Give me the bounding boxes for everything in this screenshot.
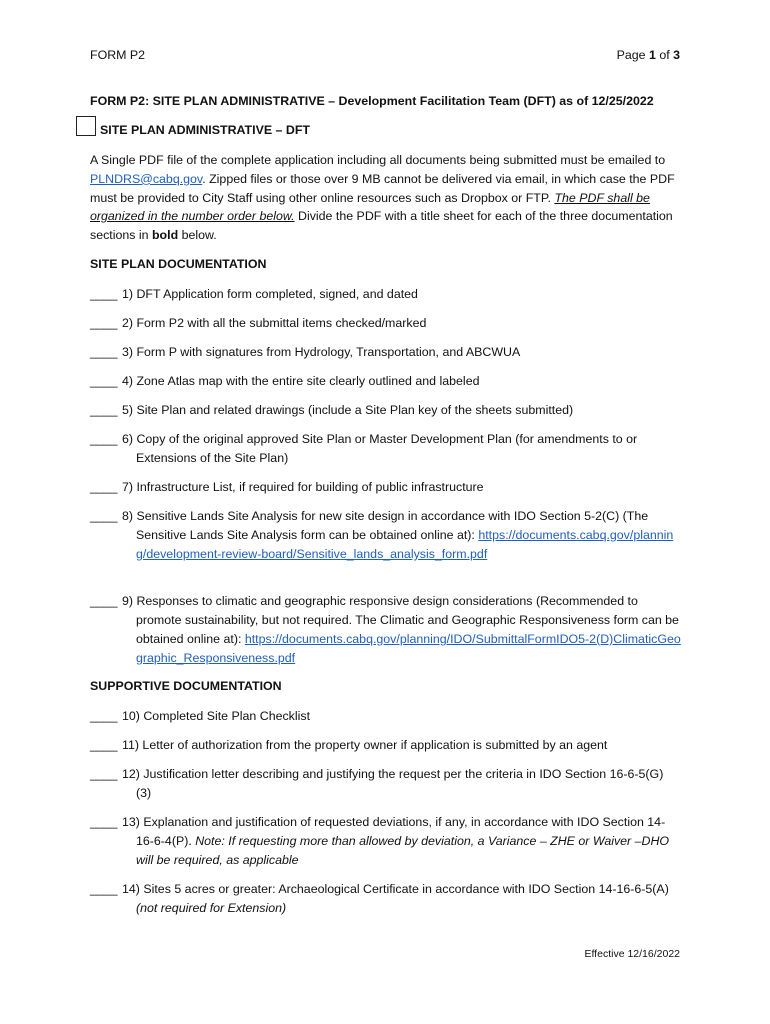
checklist-item-14: ____ 14) Sites 5 acres or greater: Archaeological Certificate in accordance with IDO Section 14-16-6-5(A) (not required for Extension) [90,882,669,915]
page-header [90,48,680,66]
checklist-item-8: ____ 8) Sensitive Lands Site Analysis for new site design in accordance with IDO Section 5-2(C) (The Sensitive Lands Site Analysis form can be obtained online at): https://documents.cabq.gov/planning/development-review-board/Sensitive_lands_analysis_form.pdf [90,509,674,561]
checklist-item-4: ____ 4) Zone Atlas map with the entire site clearly outlined and labeled [90,374,480,388]
climatic-responsiveness-link[interactable]: https://documents.cabq.gov/planning/IDO/SubmittalFormIDO5-2(D)ClimaticGeographic_Responsiveness.pdf [136,632,681,665]
checklist-item-3: ____ 3) Form P with signatures from Hydrology, Transportation, and ABCWUA [90,345,521,359]
checklist-item-1: ____ 1) DFT Application form completed, signed, and dated [90,285,690,304]
checklist-item-12: ____ 12) Justification letter describing and justifying the request per the criteria in IDO Section 16-6-5(G)(3) [90,767,664,800]
site-plan-dft-checkbox[interactable] [76,116,96,136]
sensitive-lands-link[interactable]: https://documents.cabq.gov/planning/development-review-board/Sensitive_lands_analysis_form.pdf [136,528,674,561]
checklist-item-11: ____ 11) Letter of authorization from the property owner if application is submitted by an agent [90,738,608,752]
checklist-item-13: ____ 13) Explanation and justification of requested deviations, if any, in accordance with IDO Section 14-16-6-4(P). Note: If requesting more than allowed by deviation, a Variance – ZHE or Waiver –DHO will be required, as applicable [90,815,670,867]
section-heading-supportive: SUPPORTIVE DOCUMENTATION [90,679,282,693]
checklist-item-5: ____ 5) Site Plan and related drawings (include a Site Plan key of the sheets submitted) [90,403,574,417]
checklist-item-10: ____ 10) Completed Site Plan Checklist [90,709,311,723]
section-heading-site-plan: SITE PLAN DOCUMENTATION [90,257,267,271]
page-title: FORM P2: SITE PLAN ADMINISTRATIVE – Development Facilitation Team (DFT) as of 12/25/2022 [90,94,654,108]
checklist-item-6: ____ 6) Copy of the original approved Site Plan or Master Development Plan (for amendments to or Extensions of the Site Plan) [90,432,638,465]
email-link[interactable]: PLNDRS@cabq.gov [90,171,203,186]
intro-paragraph: A Single PDF file of the complete application including all documents being submitted must be emailed to PLNDRS@cabq.gov. Zipped files or those over 9 MB cannot be delivered via email, in which case the PDF must be provided to City Staff using other online resources such as Dropbox or FTP. The PDF shall be organized in the number order below. Divide the PDF with a title sheet for each of the three documentation sections in bold below. [90,153,675,243]
checklist-item-9: ____ 9) Responses to climatic and geographic responsive design considerations (Recommended to promote sustainability, but not required. The Climatic and Geographic Responsiveness form can be obtained online at): https://documents.cabq.gov/planning/IDO/SubmittalFormIDO5-2(D)ClimaticGeographic_Responsiveness.pdf [90,594,681,665]
checkbox-label: SITE PLAN ADMINISTRATIVE – DFT [100,123,310,137]
effective-date: Effective 12/16/2022 [584,948,680,960]
checklist-item-2: ____ 2) Form P2 with all the submittal items checked/marked [90,316,427,330]
page-indicator: Page 1 of 3 [616,48,680,62]
form-id: FORM P2 [90,48,146,62]
item-blank: ____ [90,287,118,301]
checklist-item-7: ____ 7) Infrastructure List, if required for building of public infrastructure [90,480,484,494]
